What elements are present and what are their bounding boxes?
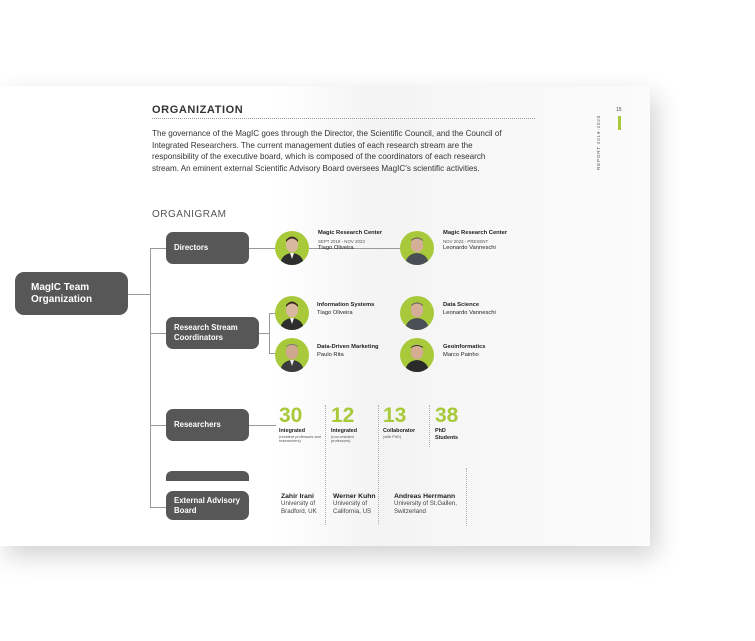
coordinator-4: Geoinformatics Marco Painho: [443, 344, 486, 358]
trunk-line: [150, 248, 151, 508]
advisory-box: External Advisory Board: [166, 491, 249, 520]
report-side-label: REPORT 2019-2020: [596, 114, 601, 170]
researchers-box: Researchers: [166, 409, 249, 441]
coordinator-photo-4: [400, 338, 434, 372]
directors-connector: [150, 248, 166, 249]
director-2: Magic Research Center NOV 2023 - PRESENT Leonardo Vanneschi: [443, 230, 508, 252]
stat-integrated-nonresident: 12 Integrated (non-resident professors): [331, 404, 358, 444]
stat-collaborator: 13 Collaborator (with PhD): [383, 404, 416, 439]
page-number: 15: [616, 107, 622, 113]
stat-integrated-resident: 30 Integrated (resident professors and researchers): [279, 404, 321, 444]
director-1: Magic Research Center SEPT 2019 - NOV 2023 Tiago Oliveira: [318, 230, 383, 252]
section-title: ORGANIZATION: [152, 104, 244, 116]
advisor-2: Werner Kuhn University of California, US: [333, 493, 376, 515]
directors-box: Directors: [166, 232, 249, 264]
stat-separator: [429, 405, 430, 447]
organigram-title: ORGANIGRAM: [152, 209, 227, 220]
advisor-1: Zahir Irani University of Bradford, UK: [281, 493, 317, 515]
advisory-connector: [150, 507, 166, 508]
advisor-3: Andreas Herrmann University of St.Gallen, Switzerland: [394, 493, 457, 515]
hidden-box-edge: [166, 471, 249, 481]
coordinator-3: Data-Driven Marketing Paulo Rita: [317, 344, 379, 358]
root-box: MagIC Team Organization: [15, 272, 128, 315]
directors-link: [249, 248, 277, 249]
root-connector: [128, 294, 150, 295]
stat-phd-students: 38 PhD Students: [435, 404, 459, 441]
coordinator-1: Information Systems Tiago Oliveira: [317, 302, 375, 316]
coordinators-box: Research Stream Coordinators: [166, 317, 259, 349]
director-photo-2: [400, 231, 434, 265]
coordinator-photo-3: [275, 338, 309, 372]
coordinators-connector: [150, 333, 166, 334]
intro-paragraph: The governance of the MagIC goes through the Director, the Scientific Council, and the Council of Integrated Researchers. The current management duties of each research stream are the responsibility of the executive board, which is composed of the coordinators of each research stream. An eminent external Scientific Advisory Board oversees MagIC's scientific activities.: [152, 129, 502, 173]
page-marker: [618, 116, 621, 130]
stat-separator: [466, 468, 467, 526]
researchers-link: [249, 425, 276, 426]
stat-separator: [325, 405, 326, 525]
researchers-connector: [150, 425, 166, 426]
coordinators-link: [259, 333, 269, 334]
coordinators-split: [269, 313, 270, 353]
coordinator-2: Data Science Leonardo Vanneschi: [443, 302, 496, 316]
coordinator-photo-2: [400, 296, 434, 330]
director-photo-1: [275, 231, 309, 265]
coordinator-photo-1: [275, 296, 309, 330]
title-divider: [152, 118, 535, 119]
